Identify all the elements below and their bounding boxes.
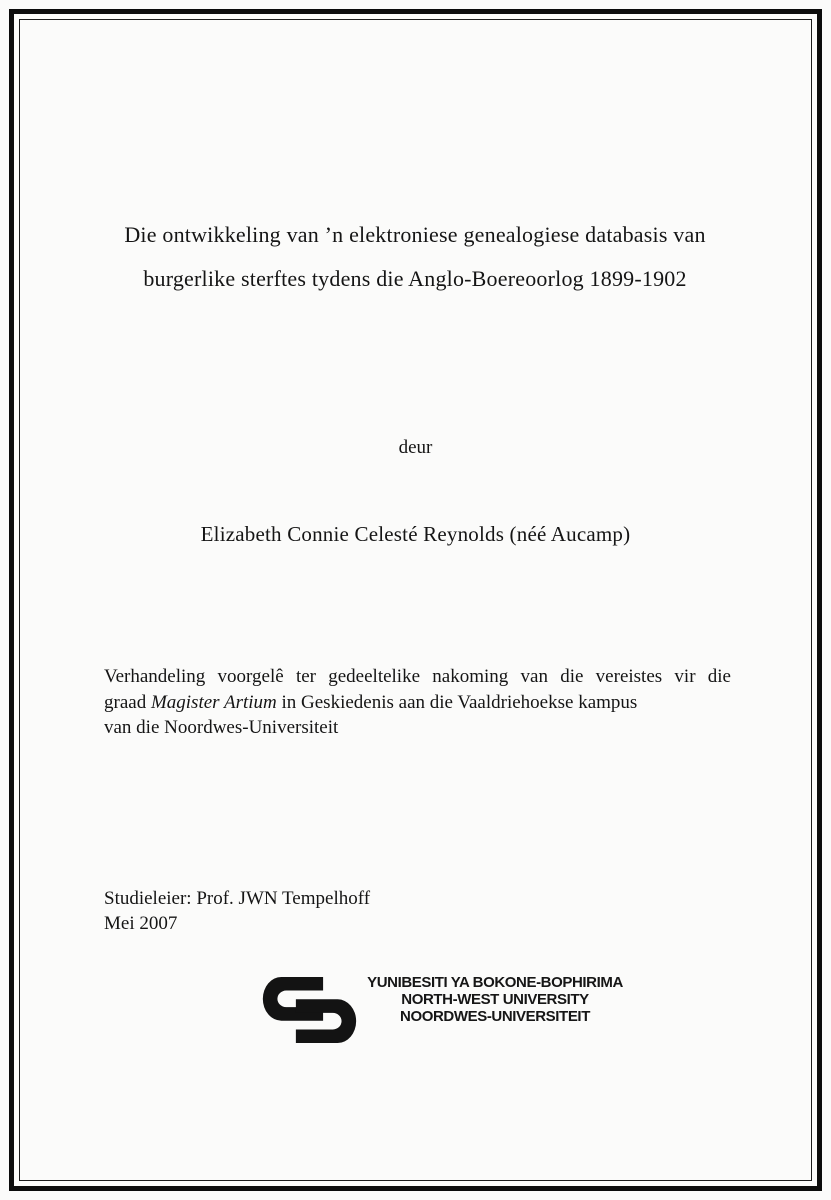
- degree-statement-line-3: van die Noordwes-Universiteit: [104, 717, 339, 738]
- thesis-title-line-2: burgerlike sterftes tydens die Anglo-Boereoorlog 1899-1902: [143, 266, 687, 291]
- degree-name-italic: Magister Artium: [150, 691, 277, 713]
- supervisor-line: Studieleier: Prof. JWN Tempelhoff: [104, 888, 371, 909]
- nwu-interlocked-links-icon: [257, 970, 361, 1050]
- thesis-title-line-1: Die ontwikkeling van ’n elektroniese genealogiese databasis van: [124, 222, 706, 247]
- university-wordmark: [367, 974, 623, 1025]
- degree-statement: [104, 664, 731, 741]
- byline-deur: deur: [398, 437, 433, 458]
- degree-statement-line-1: Verhandeling voorgelê ter gedeeltelike nakoming van die vereistes vir die: [104, 666, 731, 687]
- degree-statement-line-2: [104, 690, 731, 716]
- university-name-afrikaans: NOORDWES-UNIVERSITEIT: [400, 1008, 590, 1025]
- thesis-title: [85, 213, 745, 301]
- university-logo: [257, 970, 623, 1050]
- date-line: Mei 2007: [104, 913, 178, 934]
- author-name: Elizabeth Connie Celesté Reynolds (néé Aucamp): [200, 522, 631, 546]
- degree-statement-line-2-pre: graad: [104, 691, 151, 713]
- university-name-setswana: YUNIBESITI YA BOKONE-BOPHIRIMA: [367, 974, 623, 991]
- university-name-english: NORTH-WEST UNIVERSITY: [401, 991, 589, 1008]
- supervisor-and-date: [104, 886, 370, 936]
- degree-statement-line-2-post: in Geskiedenis aan die Vaaldriehoekse kampus: [276, 691, 638, 713]
